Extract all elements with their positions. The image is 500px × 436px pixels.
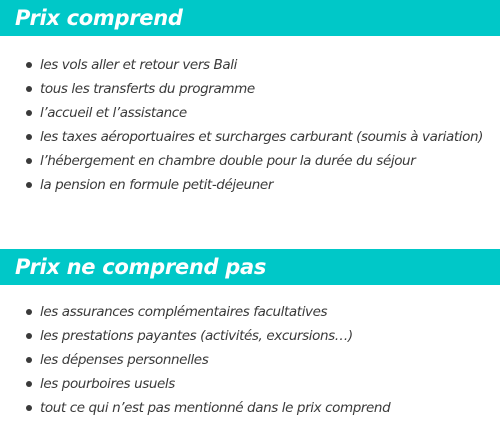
list-item [26, 101, 500, 125]
list-item-text: la pension en formule petit-déjeuner [40, 177, 273, 193]
list-item [26, 53, 500, 77]
list-item [26, 149, 500, 173]
list-item [26, 77, 500, 101]
price-includes-list [0, 53, 500, 197]
list-item-text: les vols aller et retour vers Bali [40, 57, 237, 73]
bullet-icon [26, 158, 32, 164]
list-item-text: l’hébergement en chambre double pour la durée du séjour [40, 153, 416, 169]
list-item [26, 324, 500, 348]
bullet-icon [26, 110, 32, 116]
price-includes-title: Prix comprend [15, 6, 183, 30]
price-includes-section [0, 0, 500, 197]
list-item-text: tous les transferts du programme [40, 81, 255, 97]
list-item [26, 396, 500, 420]
list-item [26, 348, 500, 372]
list-item-text: les taxes aéroportuaires et surcharges carburant (soumis à variation) [40, 129, 484, 145]
list-item [26, 372, 500, 396]
bullet-icon [26, 357, 32, 363]
bullet-icon [26, 309, 32, 315]
list-item-text: les pourboires usuels [40, 376, 175, 392]
price-excludes-header [0, 249, 500, 285]
list-item [26, 173, 500, 197]
list-item-text: les assurances complémentaires facultatives [40, 304, 328, 320]
bullet-icon [26, 62, 32, 68]
price-excludes-title: Prix ne comprend pas [15, 255, 267, 279]
list-item-text: tout ce qui n’est pas mentionné dans le prix comprend [40, 400, 391, 416]
bullet-icon [26, 333, 32, 339]
bullet-icon [26, 182, 32, 188]
price-includes-header [0, 0, 500, 36]
bullet-icon [26, 86, 32, 92]
list-item-text: les dépenses personnelles [40, 352, 209, 368]
price-excludes-section [0, 249, 500, 420]
price-excludes-list [0, 300, 500, 420]
bullet-icon [26, 381, 32, 387]
bullet-icon [26, 134, 32, 140]
list-item [26, 125, 500, 149]
list-item-text: l’accueil et l’assistance [40, 105, 187, 121]
bullet-icon [26, 405, 32, 411]
list-item-text: les prestations payantes (activités, excursions…) [40, 328, 353, 344]
list-item [26, 300, 500, 324]
